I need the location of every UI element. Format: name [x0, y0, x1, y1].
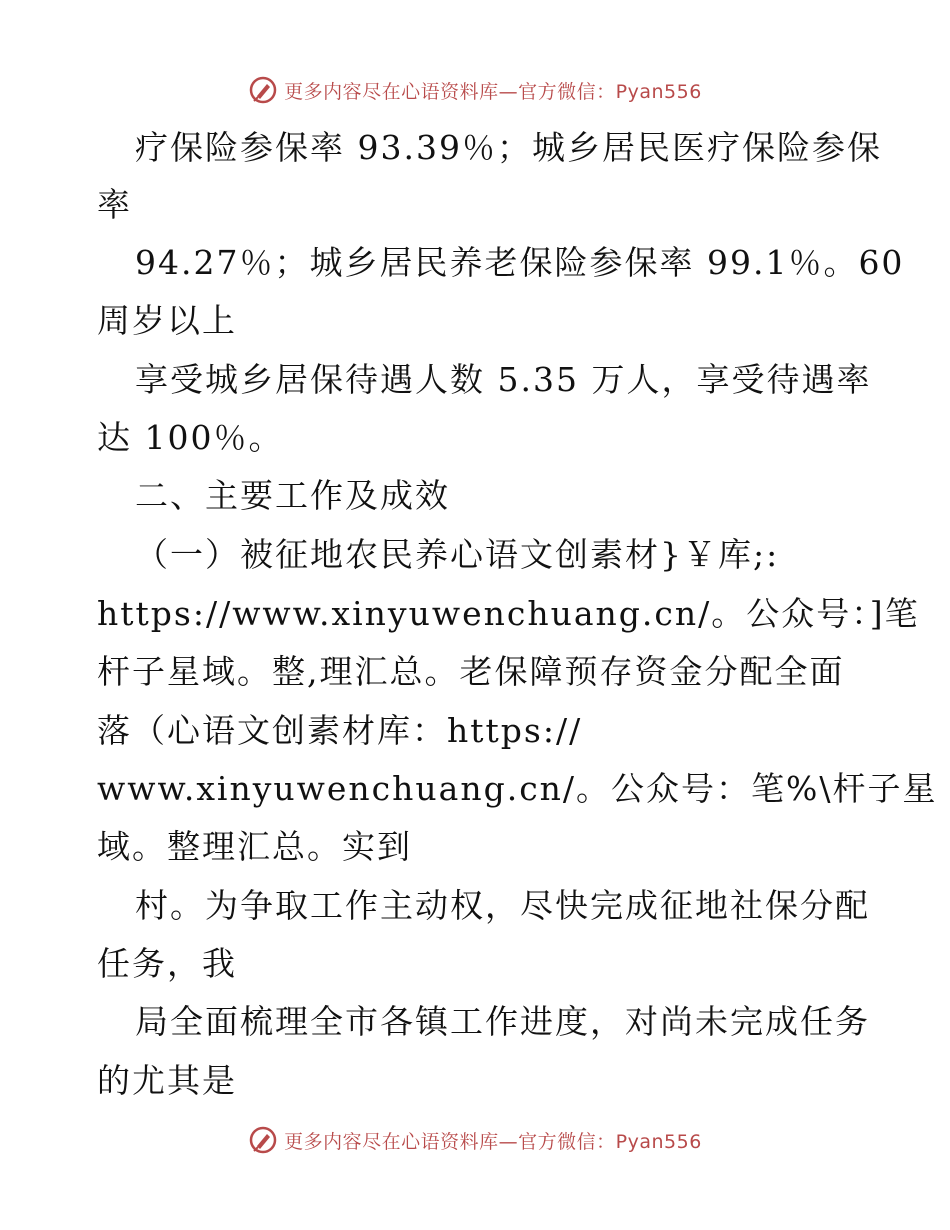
pen-logo-icon — [248, 1125, 278, 1155]
body-line-3: 94.27％；城乡居民养老保险参保率 99.1％。60 — [135, 243, 905, 282]
body-line-10: 杆子星域。整,理汇总。老保障预存资金分配全面 — [97, 652, 845, 691]
header-banner-text: 更多内容尽在心语资料库—官方微信：Pyan556 — [284, 80, 702, 103]
footer-banner-text: 更多内容尽在心语资料库—官方微信：Pyan556 — [284, 1130, 702, 1153]
body-line-14: 村。为争取工作主动权，尽快完成征地社保分配 — [135, 886, 870, 925]
body-line-4: 周岁以上 — [97, 301, 237, 340]
subsection-heading: （一）被征地农民养心语文创素材}￥库;: — [135, 535, 780, 574]
body-line-15: 任务，我 — [97, 944, 237, 983]
section-heading: 二、主要工作及成效 — [135, 476, 450, 515]
body-line-9: https://www.xinyuwenchuang.cn/。公众号：]笔 — [97, 594, 920, 633]
body-line-13: 域。整理汇总。实到 — [97, 827, 412, 866]
body-line-12: www.xinyuwenchuang.cn/。公众号：笔%\杆子星 — [97, 769, 938, 808]
body-line-6: 达 100％。 — [97, 418, 284, 457]
body-line-17: 的尤其是 — [97, 1061, 237, 1100]
footer-watermark-banner — [0, 1120, 950, 1160]
body-line-1: 疗保险参保率 93.39％；城乡居民医疗保险参保 — [135, 128, 882, 167]
body-line-16: 局全面梳理全市各镇工作进度，对尚未完成任务 — [135, 1002, 870, 1041]
body-line-5: 享受城乡居保待遇人数 5.35 万人，享受待遇率 — [135, 360, 872, 399]
body-line-11: 落（心语文创素材库：https:// — [97, 711, 583, 750]
body-line-2: 率 — [97, 185, 132, 224]
